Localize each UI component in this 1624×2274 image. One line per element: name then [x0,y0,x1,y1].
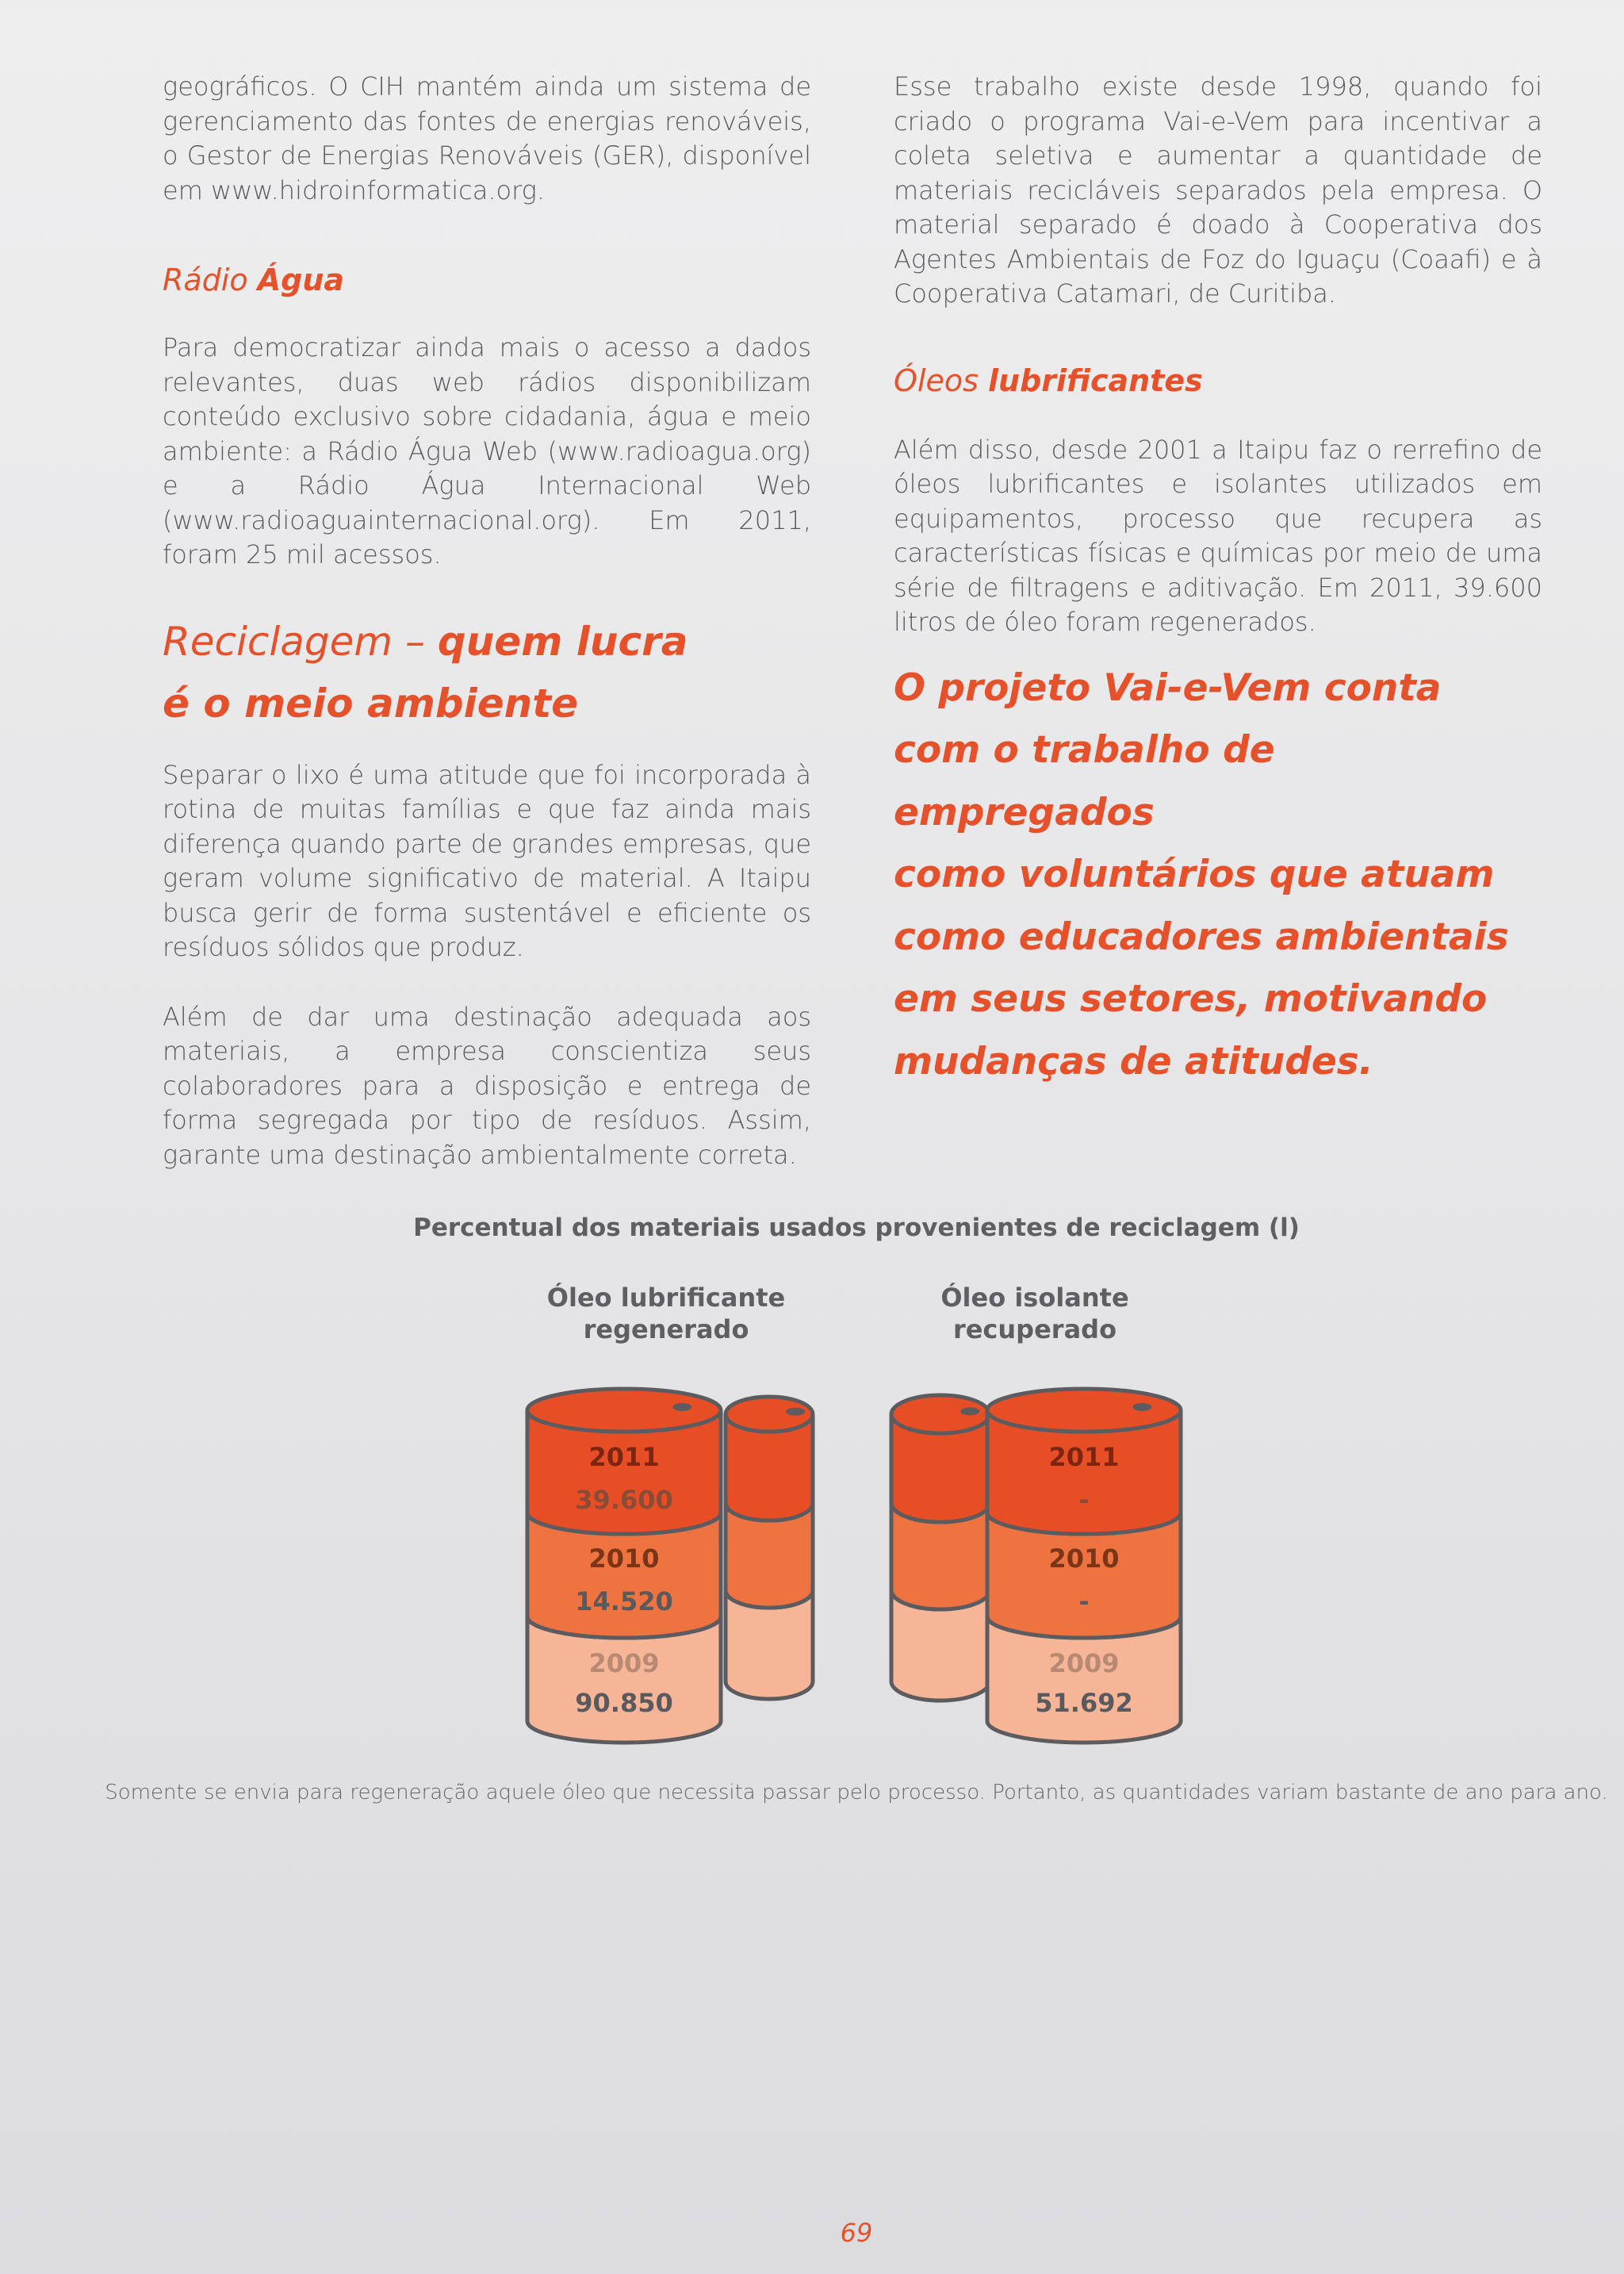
quote-line: como voluntários que atuam [894,853,1495,896]
drums-graphic [0,1214,1624,1769]
year-label: 2011 [1048,1442,1120,1472]
pull-quote [894,658,1542,1094]
drum1-title-line: Óleo lubrificante [546,1283,786,1313]
value-label: 14.520 [575,1586,673,1616]
heading-oleos-bold: lubrificantes [987,362,1203,398]
recycling-figure [0,1214,1624,1816]
heading-radio-agua [163,261,811,299]
heading-reciclagem-bold: quem lucra [437,618,688,665]
heading-radio-light: Rádio [163,263,258,297]
heading-radio-bold: Água [257,263,345,297]
front-barrel-2-lid [987,1389,1181,1432]
quote-line: com o trabalho de empregados [894,728,1275,834]
value-label: 90.850 [575,1688,673,1718]
left-column [163,70,811,1172]
paragraph-cih: geográficos. O CIH mantém ainda um sistema de gerenciamento das fontes de energias renováveis, o Gestor de Energias Renováveis (GER), disponível em www.hidroinformatica.org. [163,71,811,205]
heading-oleos-light: Óleos [894,362,988,398]
figure-note: Somente se envia para regeneração aquele óleo que necessita passar pelo processo. Portanto, as quantidades variam bastante de ano para ano. [105,1781,1608,1804]
back-barrel-2-cap [960,1407,979,1415]
heading-reciclagem-line2: é o meio ambiente [163,680,579,727]
year-label: 2009 [1048,1648,1120,1678]
quote-line: mudanças de atitudes. [894,1039,1373,1083]
year-label: 2011 [588,1442,660,1472]
figure-title: Percentual dos materiais usados provenientes de reciclagem (l) [413,1214,1300,1242]
quote-line: como educadores ambientais [894,915,1509,959]
right-column [894,70,1542,1093]
page-number: 69 [840,2218,873,2248]
drum2-title-line: Óleo isolante [940,1283,1129,1313]
heading-oleos [894,362,1542,400]
quote-line: O projeto Vai-e-Vem conta [894,665,1442,710]
year-label: 2010 [588,1543,660,1574]
year-label: 2009 [588,1648,660,1678]
year-label: 2010 [1048,1543,1120,1574]
front-barrel-1-lid [527,1389,721,1432]
value-label: 51.692 [1035,1688,1133,1718]
front-barrel-2-cap [1132,1403,1151,1411]
paragraph-vai-e-vem: Esse trabalho existe desde 1998, quando foi criado o programa Vai-e-Vem para incentivar a coleta seletiva e aumentar a quantidade de materiais recicláveis separados pela empresa. O material separado é doado à Cooperativa dos Agentes Ambientais de Foz do Iguaçu (Coaafi) e à Cooperativa Catamari, de Curitiba. [894,71,1542,309]
paragraph-separar-lixo: Separar o lixo é uma atitude que foi incorporada à rotina de muitas famílias e que faz ainda mais diferença quando parte de grandes empresas, que geram volume significativo de material. A Itaipu busca gerir de forma sustentável e eficiente os resíduos sólidos que produz. [163,759,811,962]
back-barrel-1-cap [786,1408,805,1416]
value-label: 39.600 [575,1485,673,1515]
drum1-title-line: regenerado [583,1314,749,1344]
value-label: - [1078,1586,1090,1616]
paragraph-radio: Para democratizar ainda mais o acesso a dados relevantes, duas web rádios disponibilizam conteúdo exclusivo sobre cidadania, água e meio ambiente: a Rádio Água Web (www.radioagua.org) e a Rádio Água Internacional Web (www.radioaguainternacional.org). Em 2011, foram 25 mil acessos. [163,332,811,569]
value-label: - [1078,1485,1090,1515]
heading-reciclagem [163,611,811,734]
paragraph-oleos: Além disso, desde 2001 a Itaipu faz o rerrefino de óleos lubrificantes e isolantes utilizados em equipamentos, processo que recupera as características físicas e químicas por meio de uma série de filtragens e aditivação. Em 2011, 39.600 litros de óleo foram regenerados. [894,434,1542,637]
paragraph-destinacao: Além de dar uma destinação adequada aos materiais, a empresa conscientiza seus colaboradores para a disposição e entrega de forma segregada por tipo de resíduos. Assim, garante uma destinação ambientalmente correta. [163,1001,811,1170]
heading-reciclagem-light: Reciclagem – [163,618,438,665]
quote-line: em seus setores, motivando [894,977,1488,1021]
drum2-title-line: recuperado [952,1314,1117,1344]
front-barrel-1-cap [672,1403,691,1411]
